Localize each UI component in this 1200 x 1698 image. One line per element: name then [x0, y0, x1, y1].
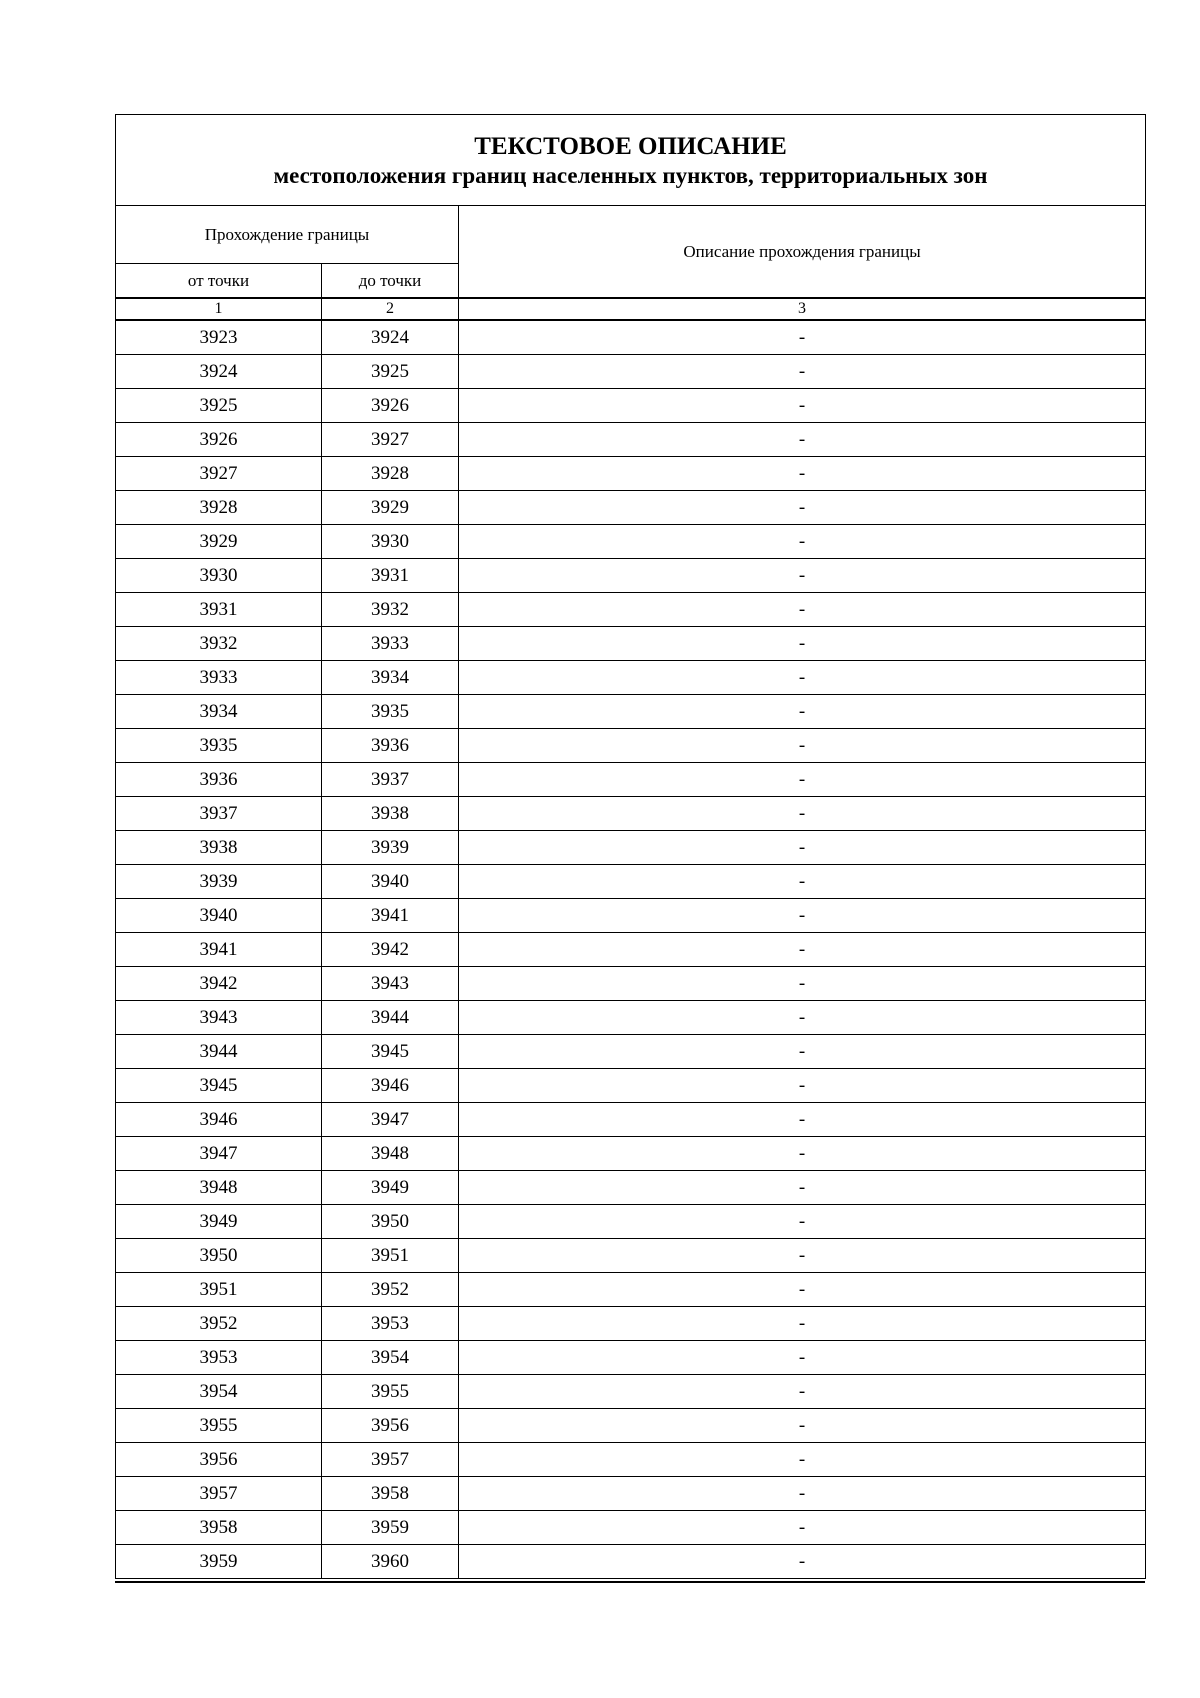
table-row	[116, 899, 1146, 933]
to-point-cell: 3948	[322, 1137, 459, 1171]
table-row	[116, 1239, 1146, 1273]
description-cell: -	[459, 1137, 1146, 1171]
table-row	[116, 1511, 1146, 1545]
to-point-cell: 3938	[322, 797, 459, 831]
to-point-cell: 3928	[322, 457, 459, 491]
table-body	[116, 320, 1146, 1579]
to-point-cell: 3924	[322, 320, 459, 355]
table-row	[116, 559, 1146, 593]
to-point-cell: 3951	[322, 1239, 459, 1273]
to-point-cell: 3931	[322, 559, 459, 593]
from-point-cell: 3923	[116, 320, 322, 355]
table-row	[116, 763, 1146, 797]
description-cell: -	[459, 797, 1146, 831]
document-sheet	[115, 114, 1145, 1583]
description-cell: -	[459, 491, 1146, 525]
from-point-cell: 3948	[116, 1171, 322, 1205]
table-row	[116, 1069, 1146, 1103]
to-point-cell: 3927	[322, 423, 459, 457]
description-cell: -	[459, 1273, 1146, 1307]
from-point-cell: 3935	[116, 729, 322, 763]
from-point-cell: 3930	[116, 559, 322, 593]
table-row	[116, 1443, 1146, 1477]
column-number-2: 2	[322, 298, 459, 320]
from-point-cell: 3937	[116, 797, 322, 831]
to-point-cell: 3934	[322, 661, 459, 695]
to-point-cell: 3960	[322, 1545, 459, 1579]
from-point-cell: 3938	[116, 831, 322, 865]
from-point-cell: 3946	[116, 1103, 322, 1137]
from-point-cell: 3936	[116, 763, 322, 797]
table-row	[116, 389, 1146, 423]
from-point-cell: 3951	[116, 1273, 322, 1307]
table-row	[116, 423, 1146, 457]
description-cell: -	[459, 1239, 1146, 1273]
from-point-cell: 3932	[116, 627, 322, 661]
description-cell: -	[459, 593, 1146, 627]
description-cell: -	[459, 457, 1146, 491]
to-point-cell: 3941	[322, 899, 459, 933]
to-point-cell: 3944	[322, 1001, 459, 1035]
description-cell: -	[459, 627, 1146, 661]
column-number-1: 1	[116, 298, 322, 320]
table-row	[116, 1137, 1146, 1171]
from-point-cell: 3931	[116, 593, 322, 627]
description-cell: -	[459, 967, 1146, 1001]
table-row	[116, 491, 1146, 525]
to-point-cell: 3939	[322, 831, 459, 865]
column-number-3: 3	[459, 298, 1146, 320]
table-row	[116, 1307, 1146, 1341]
document-title-block	[116, 115, 1146, 206]
table-row	[116, 1035, 1146, 1069]
description-cell: -	[459, 1001, 1146, 1035]
table-row	[116, 967, 1146, 1001]
to-point-cell: 3956	[322, 1409, 459, 1443]
table-row	[116, 1409, 1146, 1443]
to-point-cell: 3954	[322, 1341, 459, 1375]
table-row	[116, 627, 1146, 661]
from-point-cell: 3943	[116, 1001, 322, 1035]
table-row	[116, 457, 1146, 491]
description-cell: -	[459, 423, 1146, 457]
from-point-cell: 3955	[116, 1409, 322, 1443]
from-point-cell: 3949	[116, 1205, 322, 1239]
from-point-cell: 3929	[116, 525, 322, 559]
description-cell: -	[459, 865, 1146, 899]
description-cell: -	[459, 525, 1146, 559]
from-point-cell: 3939	[116, 865, 322, 899]
from-point-cell: 3940	[116, 899, 322, 933]
table-row	[116, 1171, 1146, 1205]
description-cell: -	[459, 1511, 1146, 1545]
table-row	[116, 1341, 1146, 1375]
from-point-cell: 3926	[116, 423, 322, 457]
description-cell: -	[459, 1035, 1146, 1069]
description-cell: -	[459, 355, 1146, 389]
to-point-cell: 3943	[322, 967, 459, 1001]
description-cell: -	[459, 695, 1146, 729]
table-row	[116, 1273, 1146, 1307]
description-cell: -	[459, 1171, 1146, 1205]
from-point-cell: 3941	[116, 933, 322, 967]
from-point-cell: 3925	[116, 389, 322, 423]
description-cell: -	[459, 899, 1146, 933]
table-row	[116, 695, 1146, 729]
to-point-cell: 3933	[322, 627, 459, 661]
from-point-cell: 3944	[116, 1035, 322, 1069]
table-row	[116, 1205, 1146, 1239]
to-point-cell: 3936	[322, 729, 459, 763]
description-cell: -	[459, 763, 1146, 797]
table-row	[116, 525, 1146, 559]
to-point-cell: 3926	[322, 389, 459, 423]
description-cell: -	[459, 1103, 1146, 1137]
table-row	[116, 320, 1146, 355]
to-point-cell: 3947	[322, 1103, 459, 1137]
description-cell: -	[459, 320, 1146, 355]
to-point-cell: 3957	[322, 1443, 459, 1477]
to-point-cell: 3955	[322, 1375, 459, 1409]
to-point-cell: 3949	[322, 1171, 459, 1205]
to-point-cell: 3940	[322, 865, 459, 899]
description-cell: -	[459, 1409, 1146, 1443]
from-point-header: от точки	[116, 264, 322, 299]
from-point-cell: 3953	[116, 1341, 322, 1375]
bottom-rule	[115, 1581, 1145, 1583]
description-cell: -	[459, 1545, 1146, 1579]
table-row	[116, 1477, 1146, 1511]
to-point-cell: 3946	[322, 1069, 459, 1103]
from-point-cell: 3942	[116, 967, 322, 1001]
description-cell: -	[459, 1477, 1146, 1511]
to-point-cell: 3932	[322, 593, 459, 627]
to-point-cell: 3930	[322, 525, 459, 559]
description-cell: -	[459, 831, 1146, 865]
from-point-cell: 3934	[116, 695, 322, 729]
to-point-cell: 3958	[322, 1477, 459, 1511]
to-point-cell: 3959	[322, 1511, 459, 1545]
table-row	[116, 1545, 1146, 1579]
to-point-cell: 3950	[322, 1205, 459, 1239]
table-row	[116, 797, 1146, 831]
table-row	[116, 593, 1146, 627]
to-point-cell: 3942	[322, 933, 459, 967]
table-row	[116, 865, 1146, 899]
description-cell: -	[459, 389, 1146, 423]
table-row	[116, 1375, 1146, 1409]
description-cell: -	[459, 1307, 1146, 1341]
to-point-cell: 3952	[322, 1273, 459, 1307]
table-row	[116, 1001, 1146, 1035]
from-point-cell: 3945	[116, 1069, 322, 1103]
from-point-cell: 3959	[116, 1545, 322, 1579]
from-point-cell: 3958	[116, 1511, 322, 1545]
from-point-cell: 3928	[116, 491, 322, 525]
description-cell: -	[459, 559, 1146, 593]
description-cell: -	[459, 1341, 1146, 1375]
to-point-cell: 3929	[322, 491, 459, 525]
from-point-cell: 3950	[116, 1239, 322, 1273]
description-cell: -	[459, 661, 1146, 695]
table-row	[116, 831, 1146, 865]
from-point-cell: 3957	[116, 1477, 322, 1511]
description-header: Описание прохождения границы	[459, 206, 1146, 299]
description-cell: -	[459, 1205, 1146, 1239]
table-row	[116, 729, 1146, 763]
to-point-cell: 3953	[322, 1307, 459, 1341]
description-cell: -	[459, 1069, 1146, 1103]
table-row	[116, 1103, 1146, 1137]
to-point-cell: 3937	[322, 763, 459, 797]
from-point-cell: 3952	[116, 1307, 322, 1341]
from-point-cell: 3927	[116, 457, 322, 491]
to-point-cell: 3935	[322, 695, 459, 729]
table-row	[116, 661, 1146, 695]
table-row	[116, 933, 1146, 967]
from-point-cell: 3956	[116, 1443, 322, 1477]
description-cell: -	[459, 1375, 1146, 1409]
document-title: ТЕКСТОВОЕ ОПИСАНИЕ	[474, 133, 787, 160]
from-point-cell: 3933	[116, 661, 322, 695]
to-point-header: до точки	[322, 264, 459, 299]
from-point-cell: 3924	[116, 355, 322, 389]
description-cell: -	[459, 1443, 1146, 1477]
document-subtitle: местоположения границ населенных пунктов, территориальных зон	[273, 163, 988, 188]
from-point-cell: 3947	[116, 1137, 322, 1171]
from-point-cell: 3954	[116, 1375, 322, 1409]
to-point-cell: 3945	[322, 1035, 459, 1069]
to-point-cell: 3925	[322, 355, 459, 389]
description-cell: -	[459, 933, 1146, 967]
boundary-description-table	[115, 114, 1146, 1579]
boundary-passage-header: Прохождение границы	[116, 206, 459, 264]
description-cell: -	[459, 729, 1146, 763]
table-row	[116, 355, 1146, 389]
